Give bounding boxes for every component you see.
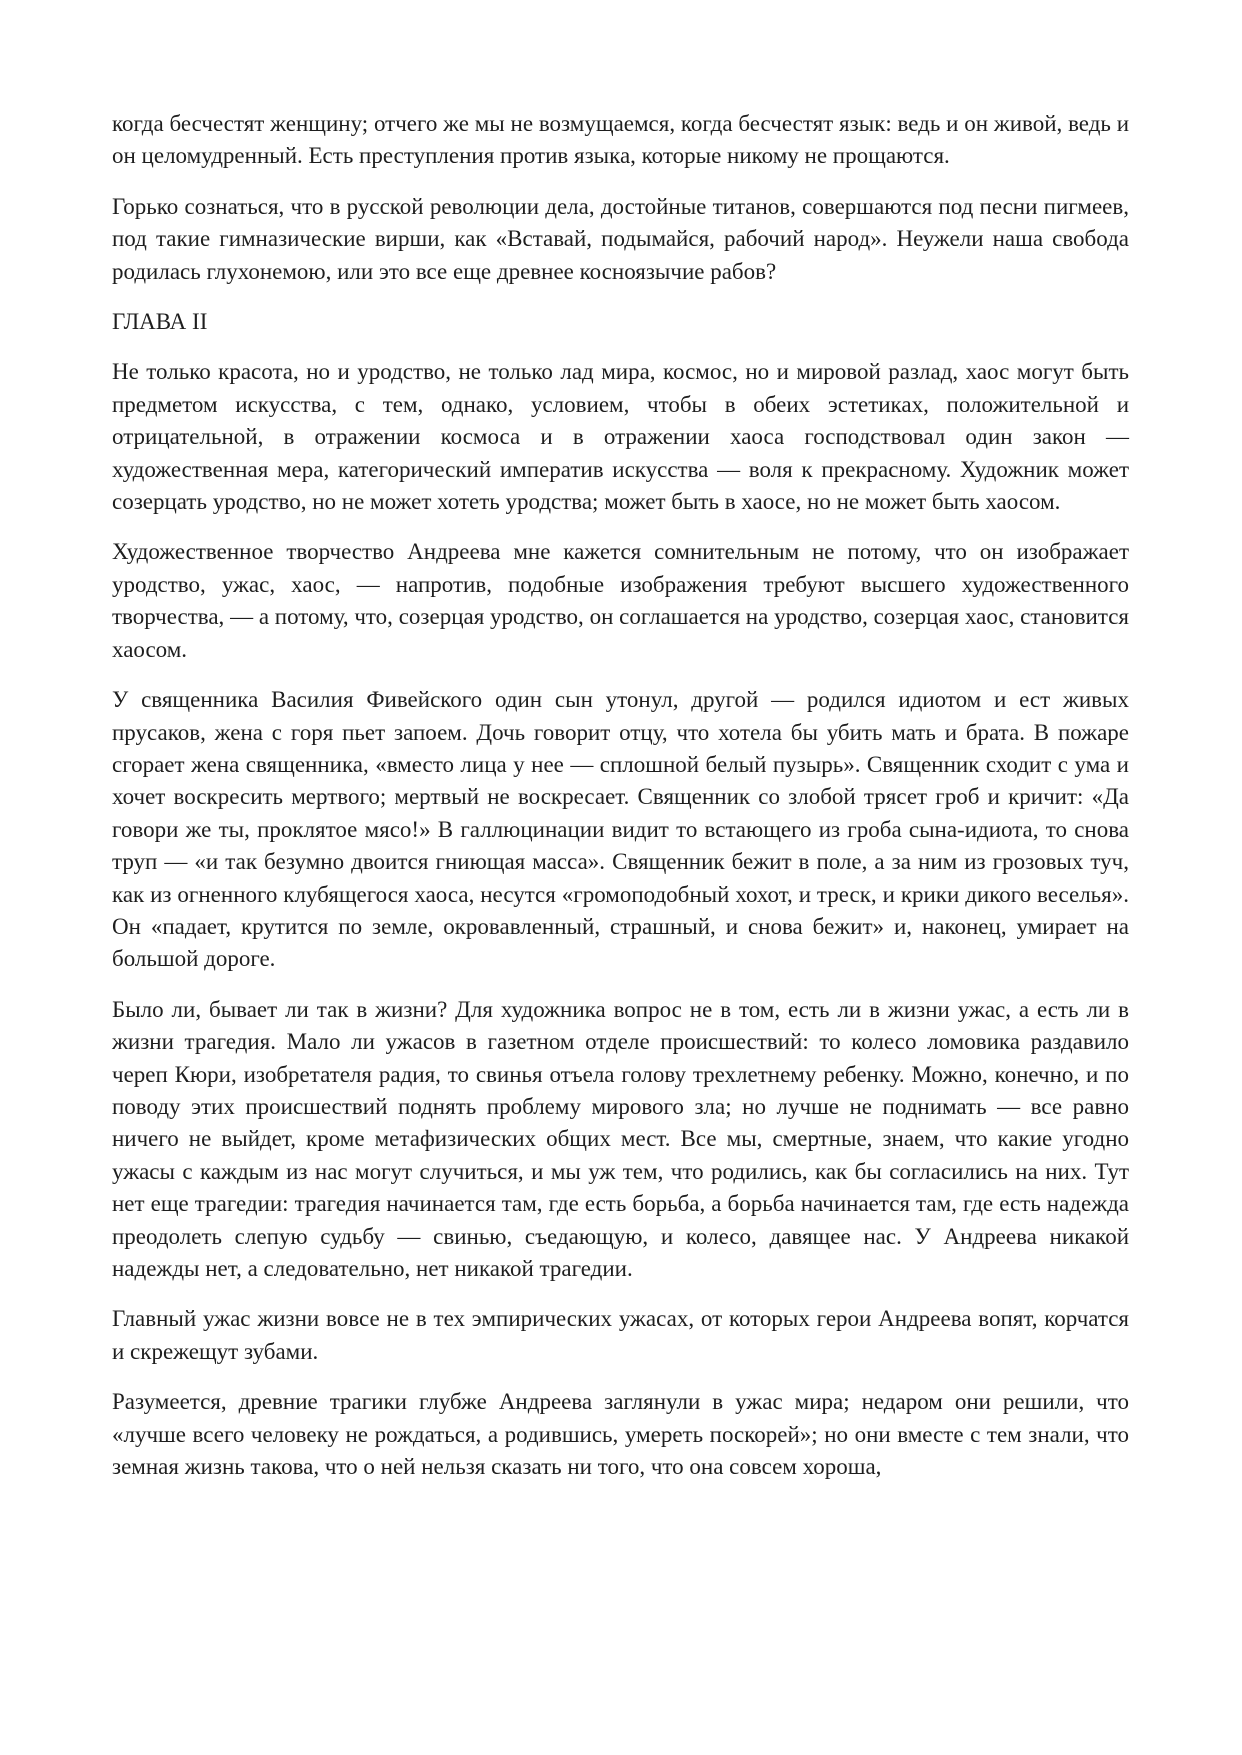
paragraph: Главный ужас жизни вовсе не в тех эмпирических ужасах, от которых герои Андреева вопят, корчатся и скрежещут зубами.: [112, 1306, 1129, 1364]
paragraph: Горько сознаться, что в русской революции дела, достойные титанов, совершаются под песни пигмеев, под такие гимназические вирши, как «Вставай, подымайся, рабочий народ». Неужели наша свобода родилась глухонемою, или это все еще древнее косноязычие рабов?: [112, 193, 1129, 284]
paragraph: У священника Василия Фивейского один сын утонул, другой — родился идиотом и ест живых прусаков, жена с горя пьет запоем. Дочь говорит отцу, что хотела бы убить мать и брата. В пожаре сгорает жена священника, «вместо лица у нее — сплошной белый пузырь». Священник сходит с ума и хочет воскресить мертвого; мертвый не воскресает. Священник со злобой трясет гроб и кричит: «Да говори же ты, проклятое мясо!» В галлюцинации видит то встающего из гроба сына-идиота, то снова труп — «и так безумно двоится гниющая масса». Священник бежит в поле, а за ним из грозовых туч, как из огненного клубящегося хаоса, несутся «громоподобный хохот, и треск, и крики дикого веселья». Он «падает, крутится по земле, окровавленный, страшный, и снова бежит» и, наконец, умирает на большой дороге.: [112, 687, 1129, 972]
paragraph: Разумеется, древние трагики глубже Андреева заглянули в ужас мира; недаром они решили, что «лучше всего человеку не рождаться, а родившись, умереть поскорей»; но они вместе с тем знали, что земная жизнь такова, что о ней нельзя сказать ни того, что она совсем хороша,: [112, 1389, 1129, 1480]
paragraph: Художественное творчество Андреева мне кажется сомнительным не потому, что он изображает уродство, ужас, хаос, — напротив, подобные изображения требуют высшего художественного творчества, — а потому, что, созерцая уродство, он соглашается на уродство, созерцая хаос, становится хаосом.: [112, 539, 1129, 662]
paragraph: когда бесчестят женщину; отчего же мы не возмущаемся, когда бесчестят язык: ведь и он живой, ведь и он целомудренный. Есть преступления против языка, которые никому не прощаются.: [112, 111, 1129, 169]
chapter-heading: ГЛАВА II: [112, 309, 208, 335]
paragraph: Было ли, бывает ли так в жизни? Для художника вопрос не в том, есть ли в жизни ужас, а есть ли в жизни трагедия. Мало ли ужасов в газетном отделе происшествий: то колесо ломовика раздавило череп Кюри, изобретателя радия, то свинья отъела голову трехлетнему ребенку. Можно, конечно, и по поводу этих происшествий поднять проблему мирового зла; но лучше не поднимать — все равно ничего не выйдет, кроме метафизических общих мест. Все мы, смертные, знаем, что какие угодно ужасы с каждым из нас могут случиться, и мы уж тем, что родились, как бы согласились на них. Тут нет еще трагедии: трагедия начинается там, где есть борьба, а борьба начинается там, где есть надежда преодолеть слепую судьбу — свинью, съедающую, и колесо, давящее нас. У Андреева никакой надежды нет, а следовательно, нет никакой трагедии.: [112, 996, 1129, 1281]
document-body: [112, 108, 1129, 1501]
paragraph: Не только красота, но и уродство, не только лад мира, космос, но и мировой разлад, хаос могут быть предметом искусства, с тем, однако, условием, чтобы в обеих эстетиках, положительной и отрицательной, в отражении космоса и в отражении хаоса господствовал один закон — художественная мера, категорический императив искусства — воля к прекрасному. Художник может созерцать уродство, но не может хотеть уродства; может быть в хаосе, но не может быть хаосом.: [112, 359, 1129, 515]
